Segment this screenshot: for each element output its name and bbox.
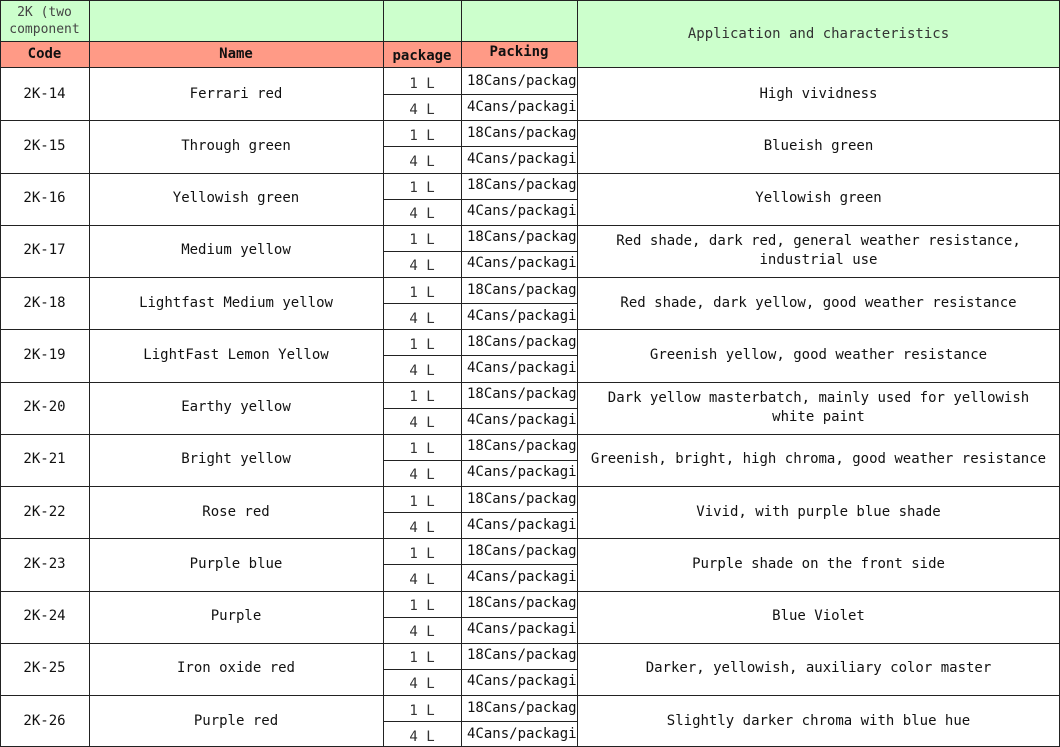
row-size-small: 1 L: [409, 75, 435, 92]
row-application: Dark yellow masterbatch, mainly used for yellowish white paint: [607, 389, 1030, 425]
row-size-small: 1 L: [409, 598, 435, 614]
grid-hline: [0, 41, 577, 42]
row-packing-large: 4Cans/packagi: [467, 98, 577, 115]
grid-hline: [0, 643, 1060, 644]
row-application: Red shade, dark red, general weather resistance, industrial use: [616, 232, 1021, 268]
row-size-small: 1 L: [409, 441, 435, 458]
grid-hline: [0, 591, 1060, 592]
row-code: 2K-19: [23, 346, 66, 363]
grid-hline: [383, 94, 577, 95]
row-name: Lightfast Medium yellow: [139, 294, 333, 311]
header-category-cell: 2K (two component: [0, 0, 89, 41]
row-packing-small: 18Cans/packag: [467, 647, 577, 664]
header-packing: Packing: [461, 41, 577, 68]
header-blank-package-cell: [383, 0, 461, 41]
row-size-large: 4 L: [409, 310, 435, 327]
row-code: 2K-21: [23, 451, 66, 468]
row-code: 2K-23: [23, 555, 66, 572]
header-package: package: [383, 41, 461, 68]
row-size-large: 4 L: [409, 728, 435, 745]
row-name: Purple blue: [189, 555, 283, 572]
row-application: Slightly darker chroma with blue hue: [666, 712, 971, 729]
grid-hline: [383, 355, 577, 356]
row-packing-small: 18Cans/packag: [467, 177, 577, 193]
row-packing-small: 18Cans/packag: [467, 438, 577, 455]
grid-vline: [577, 0, 578, 747]
row-packing-small: 18Cans/packag: [467, 124, 577, 141]
row-code: 2K-22: [23, 503, 66, 520]
row-code: 2K-18: [23, 294, 66, 311]
grid-hline: [383, 408, 577, 409]
row-name: Iron oxide red: [176, 660, 295, 677]
row-packing-large: 4Cans/packagi: [467, 621, 577, 638]
row-size-small: 1 L: [409, 650, 435, 667]
grid-hline: [0, 120, 1060, 121]
row-size-large: 4 L: [409, 415, 435, 432]
row-name: Through green: [181, 137, 291, 154]
row-application: Greenish yellow, good weather resistance: [649, 346, 988, 363]
header-code: Code: [0, 41, 89, 68]
grid-hline: [383, 146, 577, 147]
row-name: Purple: [210, 608, 262, 625]
row-packing-large: 4Cans/packagi: [467, 255, 577, 272]
grid-hline: [383, 460, 577, 461]
header-blank-name-cell: [89, 0, 383, 41]
row-name: Ferrari red: [189, 85, 283, 102]
grid-hline: [383, 721, 577, 722]
grid-hline: [0, 225, 1060, 226]
grid-hline: [0, 695, 1060, 696]
grid-hline: [383, 199, 577, 200]
grid-hline: [0, 0, 1060, 1]
row-name: Bright yellow: [181, 451, 291, 468]
row-code: 2K-17: [23, 242, 66, 259]
grid-hline: [0, 486, 1060, 487]
grid-hline: [383, 303, 577, 304]
row-size-large: 4 L: [409, 467, 435, 484]
row-packing-large: 4Cans/packagi: [467, 516, 577, 533]
row-size-large: 4 L: [409, 362, 435, 379]
row-size-large: 4 L: [409, 676, 435, 693]
row-size-small: 1 L: [409, 232, 435, 249]
row-application: Darker, yellowish, auxiliary color master: [645, 660, 992, 677]
row-packing-small: 18Cans/packag: [467, 229, 577, 246]
row-packing-small: 18Cans/packag: [467, 72, 577, 89]
row-packing-small: 18Cans/packag: [467, 595, 577, 611]
grid-hline: [0, 173, 1060, 174]
row-packing-large: 4Cans/packagi: [467, 725, 577, 742]
row-packing-large: 4Cans/packagi: [467, 464, 577, 481]
row-size-small: 1 L: [409, 702, 435, 719]
row-packing-small: 18Cans/packag: [467, 386, 577, 402]
row-size-small: 1 L: [409, 545, 435, 562]
grid-hline: [383, 669, 577, 670]
row-size-small: 1 L: [409, 127, 435, 144]
row-size-large: 4 L: [409, 101, 435, 118]
header-name: Name: [89, 41, 383, 68]
row-packing-small: 18Cans/packag: [467, 333, 577, 350]
grid-hline: [383, 512, 577, 513]
row-application: Purple shade on the front side: [692, 555, 945, 572]
row-name: Earthy yellow: [181, 399, 291, 416]
grid-hline: [0, 538, 1060, 539]
row-packing-large: 4Cans/packagi: [467, 568, 577, 585]
row-application: Blue Violet: [772, 608, 865, 625]
grid-hline: [383, 564, 577, 565]
row-code: 2K-14: [23, 85, 66, 102]
row-packing-large: 4Cans/packagi: [467, 412, 577, 429]
row-code: 2K-16: [23, 190, 66, 207]
grid-vline: [461, 0, 462, 747]
row-size-small: 1 L: [409, 284, 435, 301]
grid-hline: [0, 277, 1060, 278]
row-name: Yellowish green: [172, 190, 300, 207]
row-name: Rose red: [202, 503, 270, 520]
row-application: Vivid, with purple blue shade: [696, 503, 941, 520]
row-size-small: 1 L: [409, 493, 435, 510]
row-name: LightFast Lemon Yellow: [143, 346, 329, 363]
row-application: High vividness: [759, 85, 878, 102]
row-packing-large: 4Cans/packagi: [467, 673, 577, 690]
grid-hline: [383, 251, 577, 252]
row-size-large: 4 L: [409, 571, 435, 588]
row-size-large: 4 L: [409, 258, 435, 275]
row-size-small: 1 L: [409, 389, 435, 405]
grid-vline: [383, 0, 384, 747]
row-size-large: 4 L: [409, 153, 435, 170]
header-blank-packing-cell: [461, 0, 577, 41]
grid-hline: [0, 382, 1060, 383]
row-packing-small: 18Cans/packag: [467, 542, 577, 559]
row-size-large: 4 L: [409, 519, 435, 536]
row-application: Blueish green: [763, 137, 874, 154]
header-application: Application and characteristics: [577, 0, 1060, 68]
row-name: Medium yellow: [181, 242, 291, 259]
row-packing-large: 4Cans/packagi: [467, 359, 577, 376]
row-size-large: 4 L: [409, 624, 435, 641]
row-application: Red shade, dark yellow, good weather resistance: [620, 294, 1017, 311]
grid-hline: [0, 67, 1060, 68]
grid-hline: [383, 617, 577, 618]
row-name: Purple red: [193, 712, 279, 729]
row-code: 2K-25: [23, 660, 66, 677]
row-packing-small: 18Cans/packag: [467, 490, 577, 507]
row-size-large: 4 L: [409, 206, 435, 223]
row-code: 2K-20: [23, 399, 66, 416]
row-packing-small: 18Cans/packag: [467, 281, 577, 298]
row-packing-large: 4Cans/packagi: [467, 203, 577, 220]
row-packing-small: 18Cans/packag: [467, 699, 577, 716]
grid-hline: [0, 329, 1060, 330]
row-size-small: 1 L: [409, 336, 435, 353]
grid-hline: [0, 434, 1060, 435]
row-code: 2K-15: [23, 137, 66, 154]
grid-vline: [89, 0, 90, 747]
row-packing-large: 4Cans/packagi: [467, 150, 577, 167]
row-size-small: 1 L: [409, 180, 435, 196]
row-code: 2K-24: [23, 608, 66, 625]
row-code: 2K-26: [23, 712, 66, 729]
row-application: Yellowish green: [755, 190, 882, 207]
grid-vline: [0, 0, 1, 747]
row-application: Greenish, bright, high chroma, good weather resistance: [590, 451, 1047, 468]
row-packing-large: 4Cans/packagi: [467, 307, 577, 324]
